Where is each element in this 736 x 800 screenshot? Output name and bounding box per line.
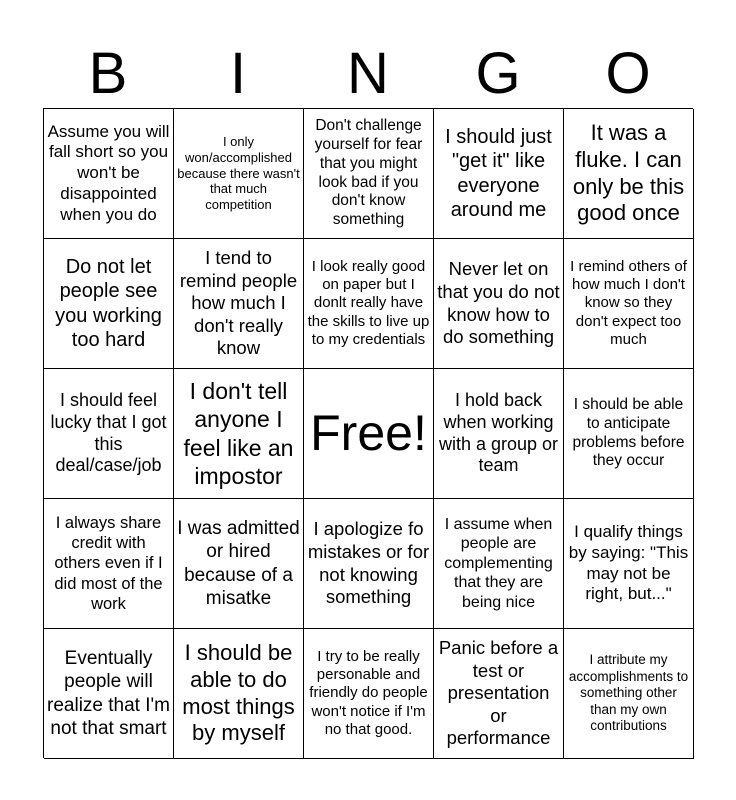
bingo-cell[interactable] [44, 369, 174, 499]
bingo-cell[interactable] [174, 239, 304, 369]
cell-text: Eventually people will realize that I'm not that smart [47, 648, 170, 739]
header-letter-g: G [475, 41, 521, 106]
bingo-cell[interactable] [304, 239, 434, 369]
cell-text: I remind others of how much I don't know so they don't expect too much [570, 257, 687, 348]
cell-text: Panic before a test or presentation or performance [438, 637, 559, 749]
cell-text: I try to be really personable and friendly do people won't notice if I'm no that good. [309, 647, 428, 738]
bingo-cell[interactable] [434, 629, 564, 759]
bingo-cell[interactable] [434, 239, 564, 369]
header-letter-b: B [88, 41, 128, 106]
bingo-cell[interactable] [44, 239, 174, 369]
cell-text: I look really good on paper but I donlt really have the skills to live up to my credentials [307, 257, 430, 348]
bingo-cell[interactable] [564, 369, 694, 499]
cell-text: I was admitted or hired because of a misatke [177, 518, 300, 609]
bingo-cell[interactable] [44, 499, 174, 629]
cell-text: I should be able to do most things by myself [182, 639, 295, 746]
cell-text: I should feel lucky that I got this deal/case/job [50, 389, 167, 476]
cell-text: I should just "get it" like everyone around me [445, 125, 552, 221]
bingo-cell[interactable] [44, 109, 174, 239]
header-letter-i: I [229, 41, 247, 106]
cell-text: Never let on that you do not know how to do something [437, 258, 560, 348]
header-letter-o: O [605, 41, 651, 106]
cell-text: Do not let people see you working too hard [55, 255, 162, 351]
cell-text: I tend to remind people how much I don't really know [179, 247, 298, 359]
bingo-cell[interactable] [174, 109, 304, 239]
bingo-cell[interactable] [174, 369, 304, 499]
cell-text: Assume you will fall short so you won't be disappointed when you do [47, 121, 170, 224]
cell-text: I only won/accomplished because there wasn't that much competition [177, 133, 300, 213]
bingo-header [43, 40, 693, 108]
cell-text: I always share credit with others even if I did most of the work [54, 514, 163, 613]
cell-text: I should be able to anticipate problems before they occur [572, 395, 685, 470]
header-letter-n: N [347, 41, 389, 106]
bingo-cell[interactable] [564, 109, 694, 239]
cell-text: Don't challenge yourself for fear that you might look bad if you don't know something [314, 116, 423, 229]
cell-text: I don't tell anyone I feel like an impostor [183, 378, 294, 489]
cell-text: It was a fluke. I can only be this good once [572, 119, 685, 226]
bingo-cell[interactable] [564, 499, 694, 629]
bingo-cell[interactable] [564, 239, 694, 369]
bingo-cell[interactable] [564, 629, 694, 759]
bingo-cell-free[interactable] [304, 369, 434, 499]
bingo-cell[interactable] [44, 629, 174, 759]
bingo-cell[interactable] [434, 499, 564, 629]
bingo-cell[interactable] [304, 629, 434, 759]
bingo-cell[interactable] [174, 629, 304, 759]
cell-text: I attribute my accomplishments to something other than my own contributions [568, 652, 689, 734]
bingo-cell[interactable] [434, 369, 564, 499]
bingo-board [43, 108, 693, 758]
bingo-cell[interactable] [304, 109, 434, 239]
cell-text: I qualify things by saying: "This may not be right, but..." [568, 522, 689, 604]
free-space-text: Free! [310, 405, 427, 461]
bingo-cell[interactable] [174, 499, 304, 629]
cell-text: I apologize fo mistakes or for not knowing something [307, 518, 430, 608]
cell-text: I assume when people are complementing that they are being nice [444, 515, 553, 611]
cell-text: I hold back when working with a group or team [438, 389, 559, 476]
bingo-cell[interactable] [304, 499, 434, 629]
bingo-cell[interactable] [434, 109, 564, 239]
